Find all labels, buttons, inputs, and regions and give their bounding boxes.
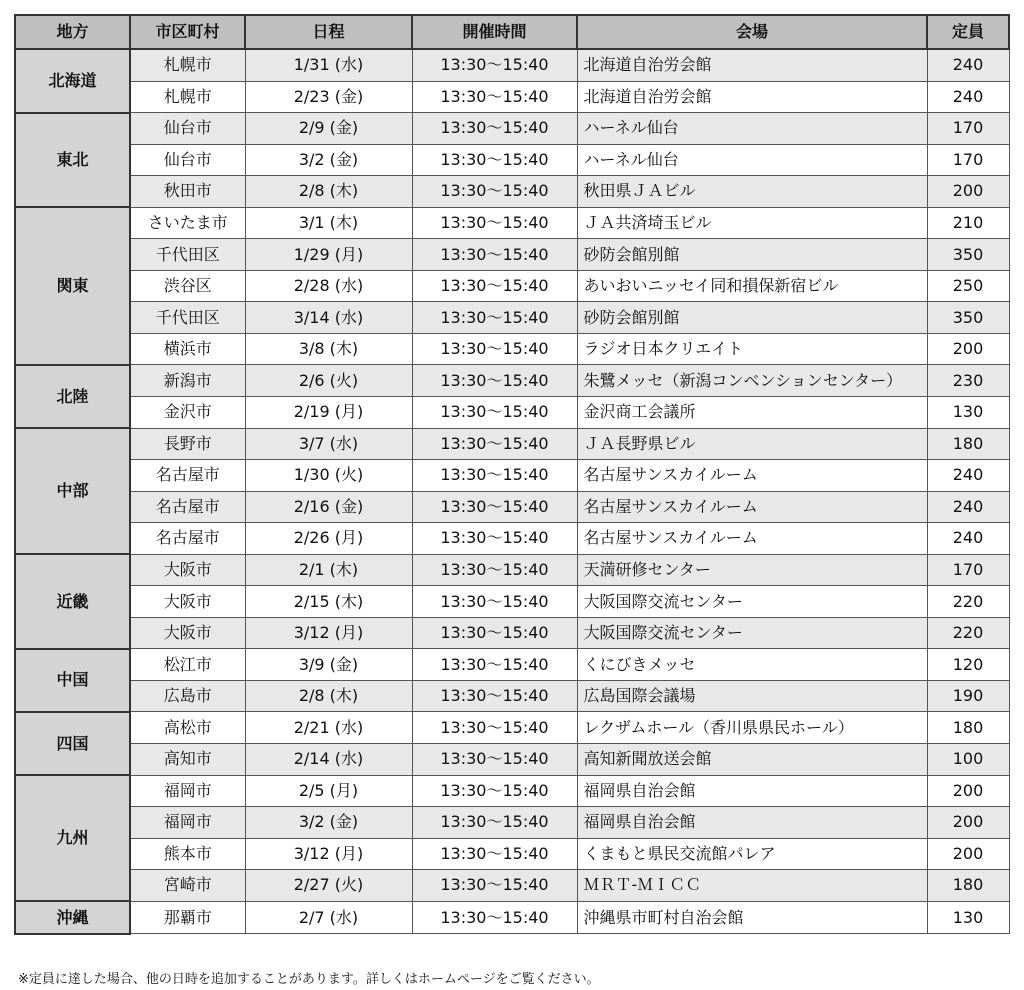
region-cell: 関東 <box>15 207 130 365</box>
date-cell: 2/7 (水) <box>245 901 412 934</box>
time-cell: 13:30～15:40 <box>412 81 577 113</box>
capacity-cell: 130 <box>927 901 1009 934</box>
table-row <box>15 365 1009 397</box>
venue-cell: 沖縄県市町村自治会館 <box>577 901 927 934</box>
date-cell: 1/31 (水) <box>245 49 412 81</box>
region-cell: 中国 <box>15 649 130 712</box>
table-row <box>15 81 1009 113</box>
city-cell: 札幌市 <box>130 49 245 81</box>
venue-cell: 朱鷺メッセ（新潟コンベンションセンター） <box>577 365 927 397</box>
date-cell: 3/12 (月) <box>245 838 412 870</box>
region-cell: 中部 <box>15 428 130 554</box>
capacity-cell: 230 <box>927 365 1009 397</box>
venue-cell: くまもと県民交流館パレア <box>577 838 927 870</box>
table-row <box>15 113 1009 145</box>
date-cell: 2/21 (水) <box>245 712 412 744</box>
table-row <box>15 333 1009 365</box>
city-cell: 仙台市 <box>130 113 245 145</box>
date-cell: 3/7 (水) <box>245 428 412 460</box>
city-cell: 名古屋市 <box>130 523 245 555</box>
venue-cell: 高知新聞放送会館 <box>577 744 927 776</box>
table-row <box>15 712 1009 744</box>
capacity-cell: 170 <box>927 144 1009 176</box>
time-cell: 13:30～15:40 <box>412 523 577 555</box>
table-row <box>15 680 1009 712</box>
time-cell: 13:30～15:40 <box>412 838 577 870</box>
capacity-cell: 220 <box>927 586 1009 618</box>
city-cell: 大阪市 <box>130 617 245 649</box>
date-cell: 2/15 (木) <box>245 586 412 618</box>
capacity-cell: 180 <box>927 870 1009 902</box>
time-cell: 13:30～15:40 <box>412 333 577 365</box>
table-row <box>15 239 1009 271</box>
date-cell: 3/1 (木) <box>245 207 412 239</box>
city-cell: 名古屋市 <box>130 460 245 492</box>
city-cell: 宮崎市 <box>130 870 245 902</box>
city-cell: 熊本市 <box>130 838 245 870</box>
date-cell: 2/8 (木) <box>245 176 412 208</box>
capacity-cell: 100 <box>927 744 1009 776</box>
date-cell: 3/12 (月) <box>245 617 412 649</box>
city-cell: 大阪市 <box>130 586 245 618</box>
table-row <box>15 523 1009 555</box>
capacity-cell: 220 <box>927 617 1009 649</box>
capacity-cell: 200 <box>927 775 1009 807</box>
date-cell: 1/29 (月) <box>245 239 412 271</box>
capacity-cell: 250 <box>927 270 1009 302</box>
header-region: 地方 <box>15 15 130 49</box>
venue-cell: 大阪国際交流センター <box>577 617 927 649</box>
region-cell: 近畿 <box>15 554 130 649</box>
date-cell: 2/23 (金) <box>245 81 412 113</box>
table-row <box>15 901 1009 934</box>
time-cell: 13:30～15:40 <box>412 270 577 302</box>
table-row <box>15 617 1009 649</box>
time-cell: 13:30～15:40 <box>412 460 577 492</box>
table-row <box>15 176 1009 208</box>
venue-cell: ＪＡ長野県ビル <box>577 428 927 460</box>
time-cell: 13:30～15:40 <box>412 586 577 618</box>
capacity-cell: 240 <box>927 49 1009 81</box>
capacity-cell: 200 <box>927 176 1009 208</box>
venue-cell: 北海道自治労会館 <box>577 49 927 81</box>
capacity-cell: 210 <box>927 207 1009 239</box>
city-cell: 仙台市 <box>130 144 245 176</box>
city-cell: 新潟市 <box>130 365 245 397</box>
time-cell: 13:30～15:40 <box>412 680 577 712</box>
date-cell: 2/14 (水) <box>245 744 412 776</box>
time-cell: 13:30～15:40 <box>412 239 577 271</box>
date-cell: 2/26 (月) <box>245 523 412 555</box>
footnote: ※定員に達した場合、他の日時を追加することがあります。詳しくはホームページをご覧ください。 <box>18 972 600 987</box>
time-cell: 13:30～15:40 <box>412 744 577 776</box>
city-cell: 大阪市 <box>130 554 245 586</box>
venue-cell: 名古屋サンスカイルーム <box>577 523 927 555</box>
city-cell: 松江市 <box>130 649 245 681</box>
capacity-cell: 180 <box>927 712 1009 744</box>
table-row <box>15 207 1009 239</box>
city-cell: 名古屋市 <box>130 491 245 523</box>
region-cell: 東北 <box>15 113 130 208</box>
venue-cell: 北海道自治労会館 <box>577 81 927 113</box>
time-cell: 13:30～15:40 <box>412 870 577 902</box>
city-cell: 渋谷区 <box>130 270 245 302</box>
time-cell: 13:30～15:40 <box>412 144 577 176</box>
schedule-body <box>15 49 1009 934</box>
date-cell: 2/28 (水) <box>245 270 412 302</box>
date-cell: 2/9 (金) <box>245 113 412 145</box>
city-cell: 金沢市 <box>130 397 245 429</box>
city-cell: 高松市 <box>130 712 245 744</box>
time-cell: 13:30～15:40 <box>412 207 577 239</box>
table-row <box>15 838 1009 870</box>
city-cell: 長野市 <box>130 428 245 460</box>
city-cell: 高知市 <box>130 744 245 776</box>
table-row <box>15 302 1009 334</box>
capacity-cell: 240 <box>927 460 1009 492</box>
date-cell: 2/19 (月) <box>245 397 412 429</box>
capacity-cell: 120 <box>927 649 1009 681</box>
venue-cell: 名古屋サンスカイルーム <box>577 460 927 492</box>
time-cell: 13:30～15:40 <box>412 302 577 334</box>
date-cell: 2/6 (火) <box>245 365 412 397</box>
capacity-cell: 130 <box>927 397 1009 429</box>
capacity-cell: 240 <box>927 81 1009 113</box>
capacity-cell: 350 <box>927 302 1009 334</box>
time-cell: 13:30～15:40 <box>412 176 577 208</box>
table-row <box>15 807 1009 839</box>
region-cell: 九州 <box>15 775 130 901</box>
venue-cell: ハーネル仙台 <box>577 144 927 176</box>
venue-cell: 広島国際会議場 <box>577 680 927 712</box>
table-row <box>15 397 1009 429</box>
table-row <box>15 270 1009 302</box>
table-row <box>15 491 1009 523</box>
header-venue: 会場 <box>577 15 927 49</box>
city-cell: 那覇市 <box>130 901 245 934</box>
city-cell: 千代田区 <box>130 302 245 334</box>
city-cell: 広島市 <box>130 680 245 712</box>
venue-cell: 砂防会館別館 <box>577 302 927 334</box>
time-cell: 13:30～15:40 <box>412 397 577 429</box>
table-row <box>15 649 1009 681</box>
table-row <box>15 744 1009 776</box>
time-cell: 13:30～15:40 <box>412 617 577 649</box>
venue-cell: 天満研修センター <box>577 554 927 586</box>
capacity-cell: 200 <box>927 807 1009 839</box>
region-cell: 四国 <box>15 712 130 775</box>
venue-cell: ＭＲＴ‐ＭＩＣＣ <box>577 870 927 902</box>
table-row <box>15 775 1009 807</box>
time-cell: 13:30～15:40 <box>412 554 577 586</box>
time-cell: 13:30～15:40 <box>412 712 577 744</box>
capacity-cell: 240 <box>927 523 1009 555</box>
venue-cell: ＪＡ共済埼玉ビル <box>577 207 927 239</box>
city-cell: 千代田区 <box>130 239 245 271</box>
city-cell: 福岡市 <box>130 807 245 839</box>
table-row <box>15 460 1009 492</box>
date-cell: 2/27 (火) <box>245 870 412 902</box>
header-city: 市区町村 <box>130 15 245 49</box>
time-cell: 13:30～15:40 <box>412 649 577 681</box>
table-row <box>15 49 1009 81</box>
capacity-cell: 200 <box>927 838 1009 870</box>
time-cell: 13:30～15:40 <box>412 807 577 839</box>
table-row <box>15 554 1009 586</box>
region-cell: 沖縄 <box>15 901 130 934</box>
venue-cell: 福岡県自治会館 <box>577 807 927 839</box>
venue-cell: くにびきメッセ <box>577 649 927 681</box>
capacity-cell: 180 <box>927 428 1009 460</box>
header-date: 日程 <box>245 15 412 49</box>
date-cell: 1/30 (火) <box>245 460 412 492</box>
venue-cell: 砂防会館別館 <box>577 239 927 271</box>
venue-cell: ラジオ日本クリエイト <box>577 333 927 365</box>
table-row <box>15 428 1009 460</box>
date-cell: 3/14 (水) <box>245 302 412 334</box>
time-cell: 13:30～15:40 <box>412 775 577 807</box>
date-cell: 3/8 (木) <box>245 333 412 365</box>
venue-cell: レクザムホール（香川県県民ホール） <box>577 712 927 744</box>
table-row <box>15 144 1009 176</box>
date-cell: 3/9 (金) <box>245 649 412 681</box>
venue-cell: 金沢商工会議所 <box>577 397 927 429</box>
capacity-cell: 190 <box>927 680 1009 712</box>
venue-cell: 福岡県自治会館 <box>577 775 927 807</box>
capacity-cell: 170 <box>927 113 1009 145</box>
region-cell: 北海道 <box>15 49 130 113</box>
time-cell: 13:30～15:40 <box>412 365 577 397</box>
date-cell: 2/5 (月) <box>245 775 412 807</box>
city-cell: 福岡市 <box>130 775 245 807</box>
time-cell: 13:30～15:40 <box>412 491 577 523</box>
table-row <box>15 586 1009 618</box>
header-capacity: 定員 <box>927 15 1009 49</box>
city-cell: 秋田市 <box>130 176 245 208</box>
table-row <box>15 870 1009 902</box>
venue-cell: ハーネル仙台 <box>577 113 927 145</box>
date-cell: 3/2 (金) <box>245 144 412 176</box>
date-cell: 3/2 (金) <box>245 807 412 839</box>
capacity-cell: 350 <box>927 239 1009 271</box>
region-cell: 北陸 <box>15 365 130 428</box>
venue-cell: 秋田県ＪＡビル <box>577 176 927 208</box>
schedule-table <box>14 14 1010 935</box>
capacity-cell: 170 <box>927 554 1009 586</box>
time-cell: 13:30～15:40 <box>412 113 577 145</box>
city-cell: 横浜市 <box>130 333 245 365</box>
venue-cell: 名古屋サンスカイルーム <box>577 491 927 523</box>
venue-cell: 大阪国際交流センター <box>577 586 927 618</box>
header-time: 開催時間 <box>412 15 577 49</box>
city-cell: さいたま市 <box>130 207 245 239</box>
time-cell: 13:30～15:40 <box>412 49 577 81</box>
time-cell: 13:30～15:40 <box>412 901 577 934</box>
venue-cell: あいおいニッセイ同和損保新宿ビル <box>577 270 927 302</box>
date-cell: 2/1 (木) <box>245 554 412 586</box>
capacity-cell: 200 <box>927 333 1009 365</box>
time-cell: 13:30～15:40 <box>412 428 577 460</box>
date-cell: 2/8 (木) <box>245 680 412 712</box>
date-cell: 2/16 (金) <box>245 491 412 523</box>
capacity-cell: 240 <box>927 491 1009 523</box>
city-cell: 札幌市 <box>130 81 245 113</box>
header-row <box>15 15 1009 49</box>
